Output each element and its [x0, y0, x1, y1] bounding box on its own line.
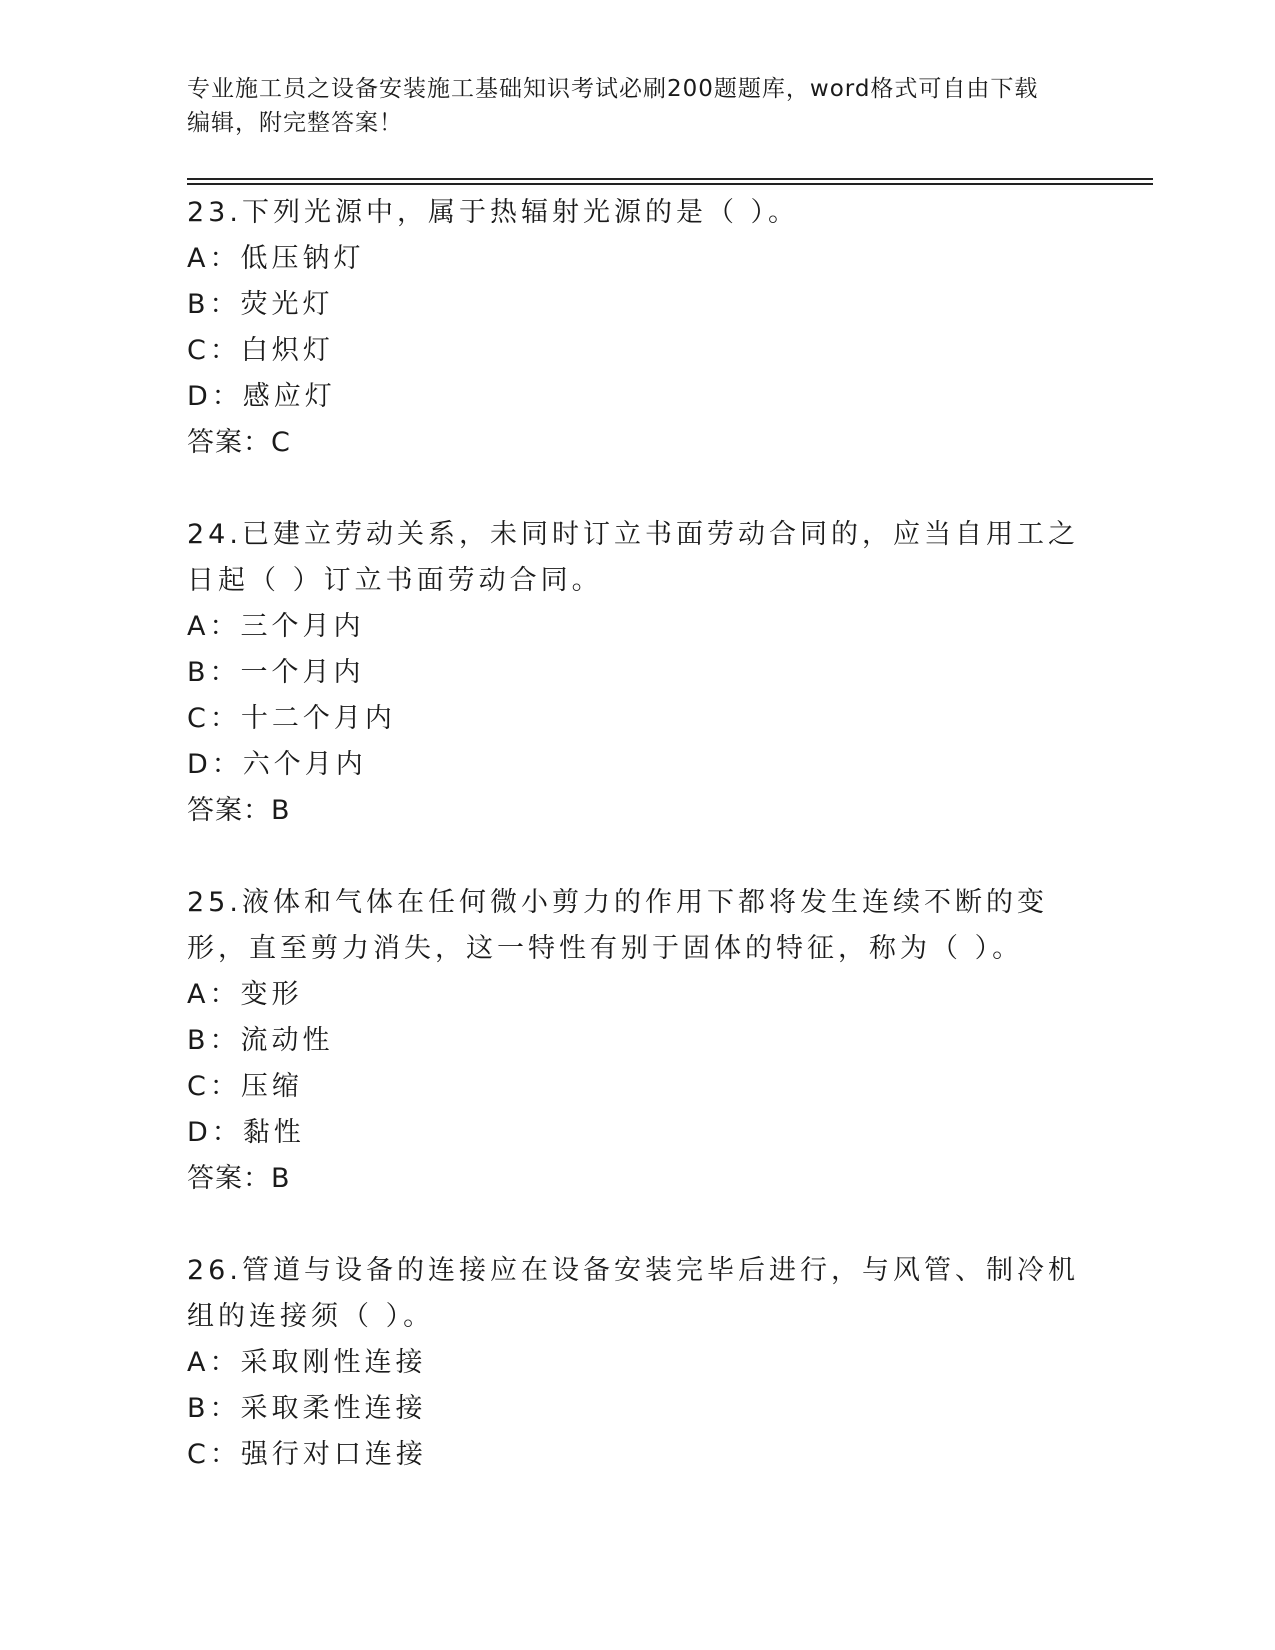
header-line-2: 编辑，附完整答案！	[187, 110, 403, 136]
header-divider-bottom	[187, 183, 1153, 185]
question-stem: 23.下列光源中，属于热辐射光源的是（ ）。	[187, 197, 800, 228]
header-line-1: 专业施工员之设备安装施工基础知识考试必刷200题题库，word格式可自由下载	[187, 76, 1039, 102]
question-stem: 24.已建立劳动关系，未同时订立书面劳动合同的，应当自用工之日起（ ）订立书面劳动合同。	[187, 519, 1079, 596]
option-c: C：强行对口连接	[187, 1439, 427, 1470]
option-a: A：三个月内	[187, 611, 365, 642]
option-a: A：变形	[187, 979, 303, 1010]
question-23	[187, 190, 1087, 466]
option-c: C：压缩	[187, 1071, 303, 1102]
option-a: A：低压钠灯	[187, 243, 365, 274]
option-b: B：荧光灯	[187, 289, 334, 320]
question-list	[187, 190, 1087, 1478]
option-d: D：感应灯	[187, 381, 336, 412]
question-stem: 26.管道与设备的连接应在设备安装完毕后进行，与风管、制冷机组的连接须（ ）。	[187, 1255, 1079, 1332]
document-header	[187, 72, 1087, 140]
option-b: B：一个月内	[187, 657, 365, 688]
option-d: D：六个月内	[187, 749, 367, 780]
question-stem: 25.液体和气体在任何微小剪力的作用下都将发生连续不断的变形，直至剪力消失，这一特性有别于固体的特征，称为（ ）。	[187, 887, 1048, 964]
answer-line: 答案：B	[187, 795, 291, 826]
option-d: D：黏性	[187, 1117, 305, 1148]
question-26	[187, 1248, 1087, 1478]
option-c: C：十二个月内	[187, 703, 396, 734]
question-25	[187, 880, 1087, 1202]
option-b: B：采取柔性连接	[187, 1393, 427, 1424]
option-a: A：采取刚性连接	[187, 1347, 427, 1378]
header-divider-top	[187, 178, 1153, 180]
answer-line: 答案：C	[187, 427, 291, 458]
option-c: C：白炽灯	[187, 335, 334, 366]
answer-line: 答案：B	[187, 1163, 291, 1194]
question-24	[187, 512, 1087, 834]
option-b: B：流动性	[187, 1025, 334, 1056]
